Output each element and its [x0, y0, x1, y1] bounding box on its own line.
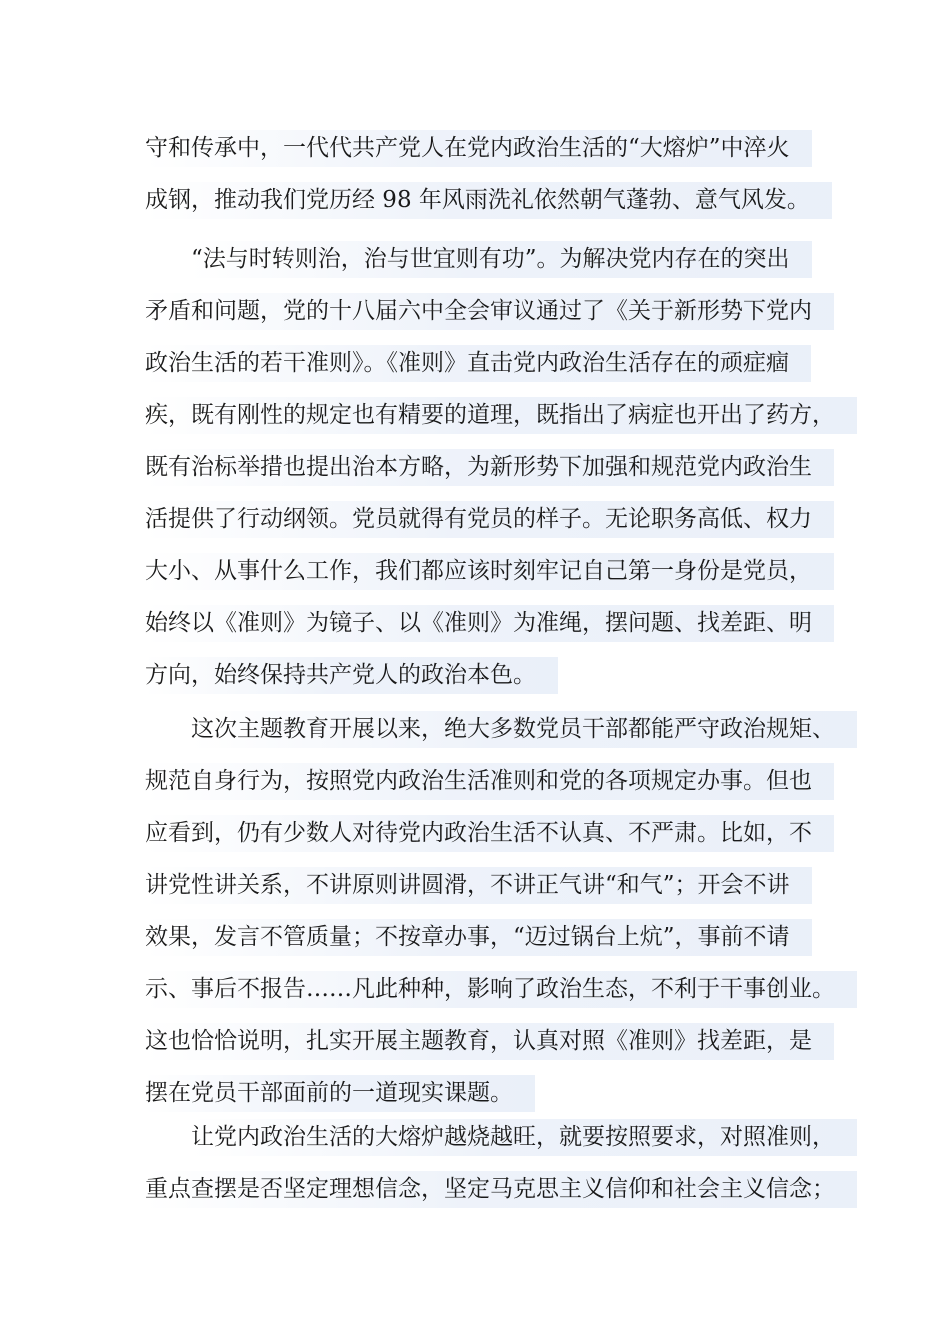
line-text: 疾，既有刚性的规定也有精要的道理，既指出了病症也开出了药方，: [145, 397, 857, 434]
paragraph-2: [145, 241, 835, 709]
paragraph-1: [145, 130, 825, 234]
line-text: 既有治标举措也提出治本方略，为新形势下加强和规范党内政治生: [145, 449, 834, 486]
text-line: [145, 1171, 835, 1208]
text-line: [145, 553, 825, 590]
text-line: [145, 1119, 835, 1156]
line-text: 重点查摆是否坚定理想信念，坚定马克思主义信仰和社会主义信念；: [145, 1171, 857, 1208]
text-line: [145, 397, 835, 434]
text-line: [145, 130, 825, 167]
text-line: [145, 867, 825, 904]
text-line: [145, 971, 835, 1008]
text-line: [145, 1075, 825, 1112]
line-text: 政治生活的若干准则》。《准则》直击党内政治生活存在的顽症痼: [145, 345, 811, 382]
paragraph-4: [145, 1119, 835, 1223]
line-text: 成钢，推动我们党历经 98 年风雨洗礼依然朝气蓬勃、意气风发。: [145, 182, 832, 219]
line-text: 讲党性讲关系，不讲原则讲圆滑，不讲正气讲“和气”；开会不讲: [145, 867, 812, 904]
line-text: 效果，发言不管质量；不按章办事，“迈过锅台上炕”，事前不请: [145, 919, 812, 956]
text-line: [145, 501, 825, 538]
line-text: 大小、从事什么工作，我们都应该时刻牢记自己第一身份是党员，: [145, 553, 834, 590]
line-text: 始终以《准则》为镜子、以《准则》为准绳，摆问题、找差距、明: [145, 605, 834, 642]
line-text: 应看到，仍有少数人对待党内政治生活不认真、不严肃。比如，不: [145, 815, 834, 852]
text-line: [145, 815, 825, 852]
text-line: [145, 241, 825, 278]
text-line: [145, 1023, 825, 1060]
line-text: 摆在党员干部面前的一道现实课题。: [145, 1075, 535, 1112]
text-line: [145, 605, 825, 642]
text-line: [145, 449, 825, 486]
line-text: 规范自身行为，按照党内政治生活准则和党的各项规定办事。但也: [145, 763, 834, 800]
line-text: 让党内政治生活的大熔炉越烧越旺，就要按照要求，对照准则，: [191, 1119, 857, 1156]
line-text: 活提供了行动纲领。党员就得有党员的样子。无论职务高低、权力: [145, 501, 834, 538]
line-text: 这也恰恰说明，扎实开展主题教育，认真对照《准则》找差距，是: [145, 1023, 834, 1060]
text-line: [145, 919, 825, 956]
line-text: 这次主题教育开展以来，绝大多数党员干部都能严守政治规矩、: [191, 711, 857, 748]
text-line: [145, 293, 825, 330]
line-text: 示、事后不报告……凡此种种，影响了政治生态，不利于干事创业。: [145, 971, 857, 1008]
text-line: [145, 763, 825, 800]
text-line: [145, 182, 825, 219]
text-line: [145, 711, 835, 748]
line-text: 矛盾和问题，党的十八届六中全会审议通过了《关于新形势下党内: [145, 293, 834, 330]
paragraph-3: [145, 711, 835, 1127]
line-text: 守和传承中，一代代共产党人在党内政治生活的“大熔炉”中淬火: [145, 130, 812, 167]
text-line: [145, 657, 825, 694]
line-text: “法与时转则治，治与世宜则有功”。为解决党内存在的突出: [191, 241, 812, 278]
line-text: 方向，始终保持共产党人的政治本色。: [145, 657, 558, 694]
text-line: [145, 345, 825, 382]
